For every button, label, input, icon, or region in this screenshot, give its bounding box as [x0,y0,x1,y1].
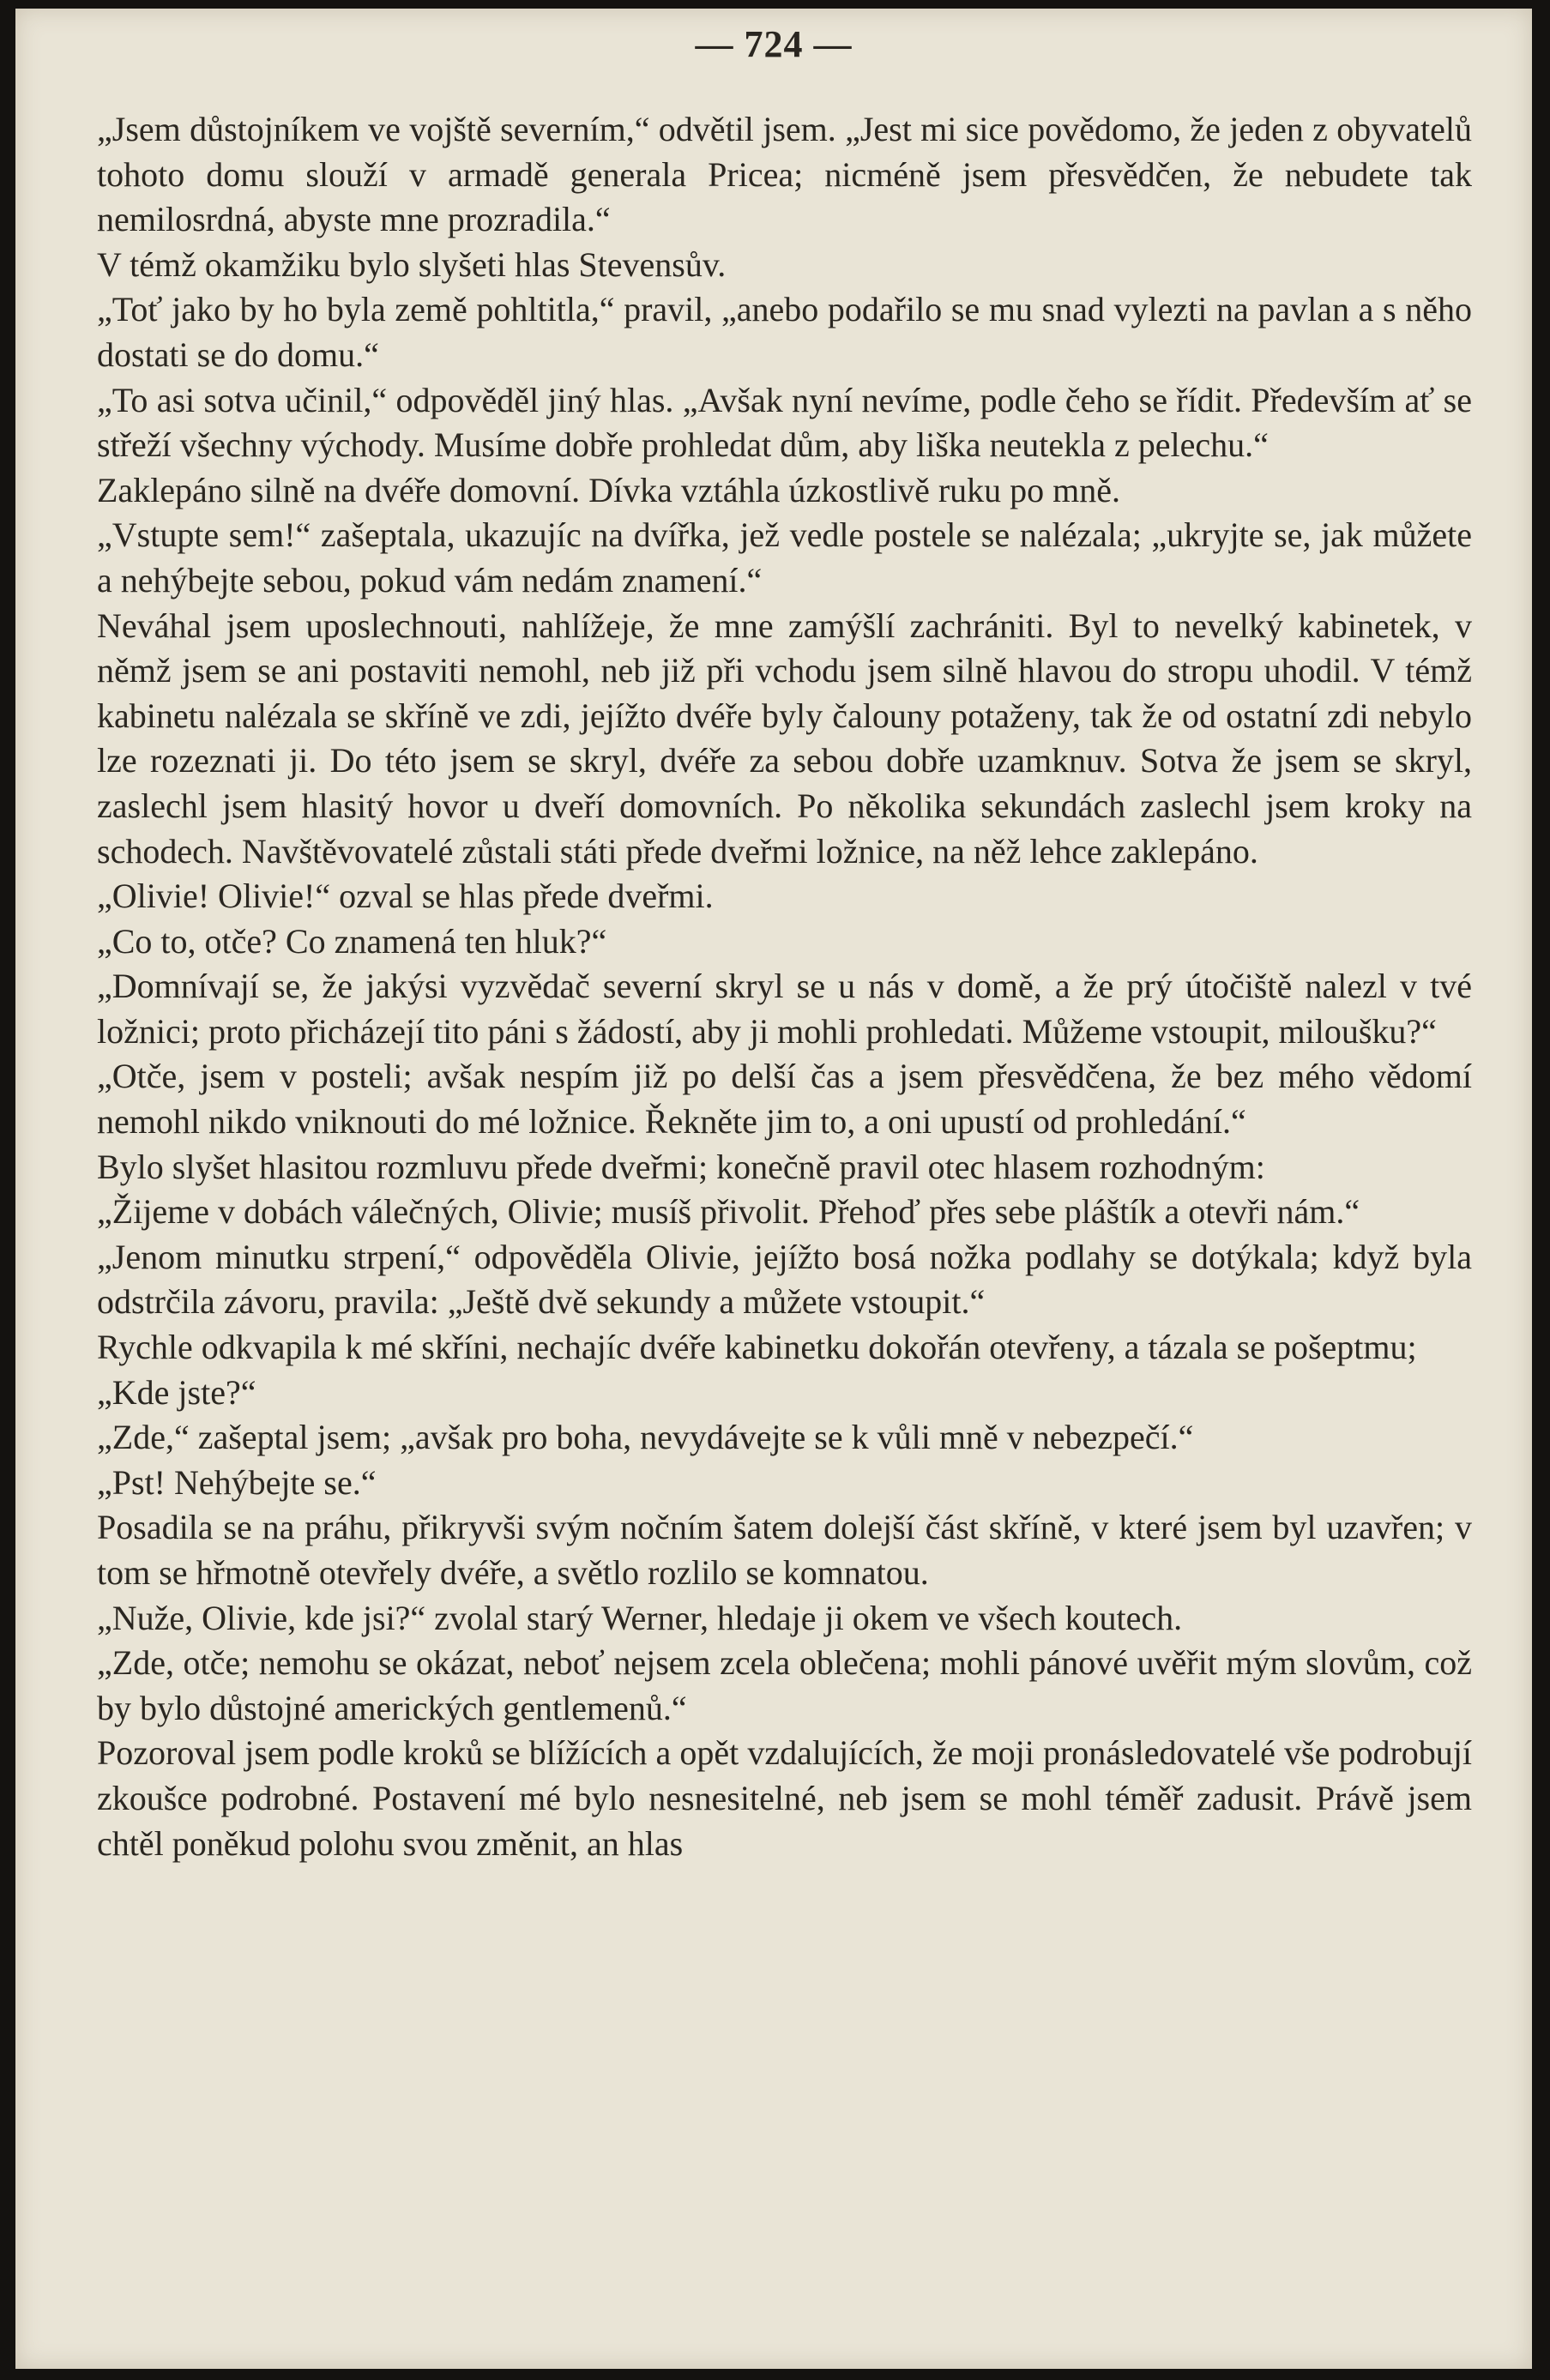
paragraph: „Zde, otče; nemohu se okázat, neboť nejsem zcela oblečena; mohli pánové uvěřit mým slovům, což by bylo důstojné amerických gentlemenů.“ [97,1643,1472,1727]
paragraph: „Kde jste?“ [97,1372,256,1412]
paragraph: „Domnívají se, že jakýsi vyzvědač severní skryl se u nás v domě, a že prý útočiště nalezl v tvé ložnici; proto přicházejí tito páni s žádostí, aby ji mohli prohledati. Můžeme vstoupit, miloušku?“ [97,967,1472,1051]
paragraph: Pozoroval jsem podle kroků se blížících a opět vzdalujících, že moji pronásledovatelé vše podrobují zkoušce podrobné. Postavení mé bylo nesnesitelné, neb jsem se mohl téměř zadusit. Právě jsem chtěl poněkud polohu svou změnit, an hlas [97,1733,1472,1863]
paragraph: „Vstupte sem!“ zašeptala, ukazujíc na dvířka, jež vedle postele se nalézala; „ukryjte se, jak můžete a nehýbejte sebou, pokud vám nedám znamení.“ [97,515,1472,600]
paragraph: „Co to, otče? Co znamená ten hluk?“ [97,921,607,961]
page-number-header: — 724 — [695,23,853,65]
paragraph: V témž okamžiku bylo slyšeti hlas Stevensův. [97,244,727,284]
page-body-text [97,107,1472,1866]
paragraph: Posadila se na práhu, přikryvši svým nočním šatem dolejší část skříně, v které jsem byl uzavřen; v tom se hřmotně otevřely dvéře, a světlo rozlilo se komnatou. [97,1508,1472,1592]
paragraph: „Nuže, Olivie, kde jsi?“ zvolal starý Werner, hledaje ji okem ve všech koutech. [97,1598,1183,1637]
paragraph: Neváhal jsem uposlechnouti, nahlížeje, že mne zamýšlí zachrániti. Byl to nevelký kabinetek, v němž jsem se ani postaviti nemohl, neb již při vchodu jsem silně hlavou do stropu uhodil. V témž kabinetu nalézala se skříně ve zdi, jejížto dvéře byly čalouny potaženy, tak že od ostatní zdi nebylo lze rozeznati ji. Do této jsem se skryl, dvéře za sebou dobře uzamknuv. Sotva že jsem se skryl, zaslechl jsem hlasitý hovor u dveří domovních. Po několika sekundách zaslechl jsem kroky na schodech. Navštěvovatelé zůstali státi přede dveřmi ložnice, na něž lehce zaklepáno. [97,606,1472,871]
paragraph: Bylo slyšet hlasitou rozmluvu přede dveřmi; konečně pravil otec hlasem rozhodným: [97,1147,1265,1186]
paragraph: „Otče, jsem v posteli; avšak nespím již po delší čas a jsem přesvědčena, že bez mého vědomí nemohl nikdo vniknouti do mé ložnice. Řekněte jim to, a oni upustí od prohledání.“ [97,1057,1472,1142]
paragraph: „Žijeme v dobách válečných, Olivie; musíš přivolit. Přehoď přes sebe pláštík a otevři nám.“ [97,1192,1360,1232]
paragraph: Rychle odkvapila k mé skříni, nechajíc dvéře kabinetku dokořán otevřeny, a tázala se pošeptmu; [97,1328,1417,1367]
paragraph: „Jsem důstojníkem ve vojště severním,“ odvětil jsem. „Jest mi sice povědomo, že jeden z obyvatelů tohoto domu slouží v armadě generala Pricea; nicméně jsem přesvědčen, že nebudete tak nemilosrdná, abyste mne prozradila.“ [97,110,1472,239]
paragraph: „Olivie! Olivie!“ ozval se hlas přede dveřmi. [97,877,714,916]
paragraph: „To asi sotva učinil,“ odpověděl jiný hlas. „Avšak nyní nevíme, podle čeho se řídit. Především ať se střeží všechny východy. Musíme dobře prohledat dům, aby liška neutekla z pelechu.“ [97,380,1472,465]
paragraph: „Toť jako by ho byla země pohltitla,“ pravil, „anebo podařilo se mu snad vylezti na pavlan a s něho dostati se do domu.“ [97,290,1472,374]
paragraph: „Zde,“ zašeptal jsem; „avšak pro boha, nevydávejte se k vůli mně v nebezpečí.“ [97,1418,1194,1457]
paragraph: „Jenom minutku strpení,“ odpověděla Olivie, jejížto bosá nožka podlahy se dotýkala; když byla odstrčila závoru, pravila: „Ještě dvě sekundy a můžete vstoupit.“ [97,1237,1472,1322]
paragraph: „Pst! Nehýbejte se.“ [97,1462,377,1502]
paragraph: Zaklepáno silně na dvéře domovní. Dívka vztáhla úzkostlivě ruku po mně. [97,470,1121,509]
book-page [15,9,1532,2369]
